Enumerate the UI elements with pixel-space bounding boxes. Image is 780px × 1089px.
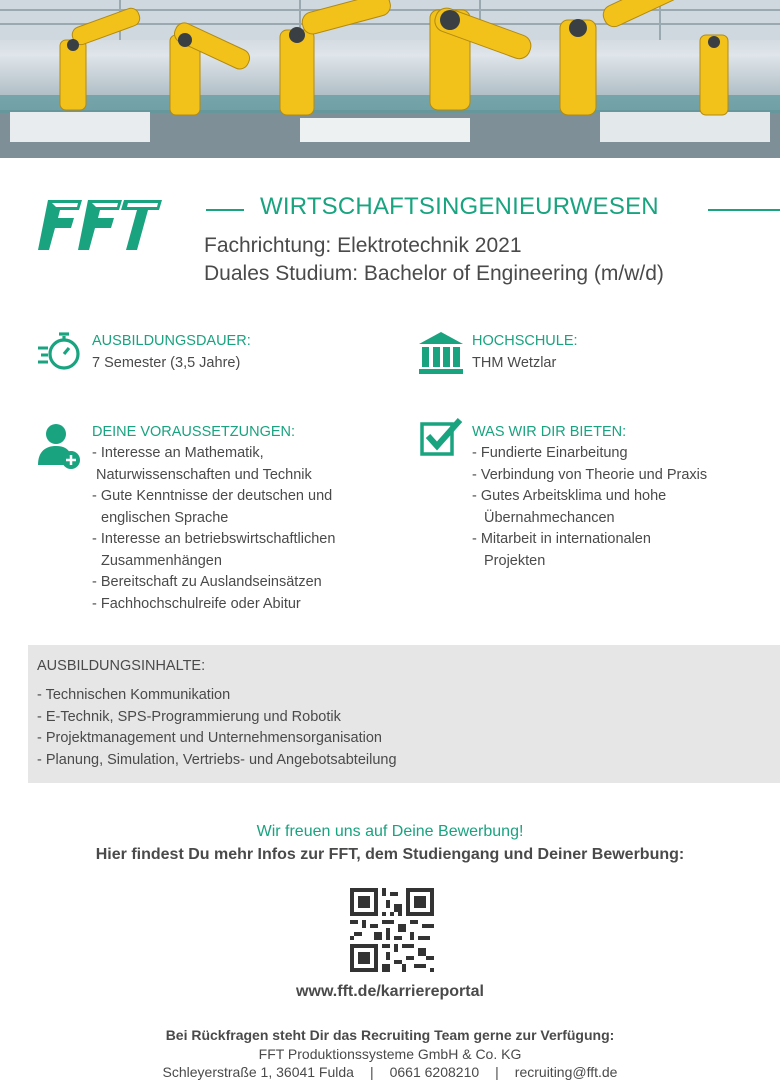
contact-heading: Bei Rückfragen steht Dir das Recruiting Team gerne zur Verfügung: bbox=[165, 1027, 615, 1043]
list-item: Zusammenhängen bbox=[101, 552, 222, 569]
offers-heading: WAS WIR DIR BIETEN: bbox=[472, 424, 627, 440]
career-portal-link[interactable]: www.fft.de/karriereportal bbox=[296, 983, 484, 1000]
separator: | bbox=[369, 1064, 374, 1080]
training-content-heading: AUSBILDUNGSINHALTE: bbox=[37, 658, 206, 674]
title-rule-left bbox=[206, 209, 244, 211]
hero-photo bbox=[0, 0, 780, 158]
address-text: Schleyerstraße 1, 36041 Fulda bbox=[162, 1064, 354, 1080]
email-link[interactable]: recruiting@fft.de bbox=[514, 1064, 618, 1080]
title-rule-right bbox=[708, 209, 780, 211]
list-item: - Gutes Arbeitsklima und hohe bbox=[472, 488, 667, 504]
phone-link[interactable]: 0661 6208210 bbox=[389, 1064, 480, 1080]
welcome-text: Wir freuen uns auf Deine Bewerbung! bbox=[256, 823, 524, 840]
university-building-icon bbox=[419, 332, 463, 379]
list-item: Naturwissenschaften und Technik bbox=[96, 466, 312, 483]
requirements-list bbox=[92, 443, 335, 615]
school-heading: HOCHSCHULE: bbox=[472, 333, 578, 349]
list-item: - Fachhochschulreife oder Abitur bbox=[92, 595, 301, 612]
title-row bbox=[206, 193, 780, 227]
page-title: WIRTSCHAFTSINGENIEURWESEN bbox=[260, 193, 659, 220]
list-item: - E-Technik, SPS-Programmierung und Robotik bbox=[37, 708, 341, 725]
list-item: englischen Sprache bbox=[101, 509, 229, 526]
list-item: - Interesse an betriebswirtschaftlichen bbox=[92, 531, 336, 547]
list-item: Projekten bbox=[484, 552, 546, 569]
qr-code-icon[interactable] bbox=[350, 888, 434, 972]
list-item: - Mitarbeit in internationalen bbox=[472, 531, 651, 547]
checkbox-icon bbox=[420, 418, 464, 461]
separator: | bbox=[495, 1064, 499, 1080]
robots-illustration bbox=[0, 0, 780, 158]
list-item: - Gute Kenntnisse der deutschen und bbox=[92, 488, 333, 504]
person-add-icon bbox=[38, 423, 80, 474]
list-item: - Interesse an Mathematik, bbox=[92, 445, 264, 461]
list-item: - Technischen Kommunikation bbox=[37, 687, 231, 703]
fft-logo bbox=[38, 200, 162, 250]
more-info-text: Hier findest Du mehr Infos zur FFT, dem Studiengang und Deiner Bewerbung: bbox=[95, 846, 685, 863]
training-content-box bbox=[28, 645, 780, 783]
list-item: - Planung, Simulation, Vertriebs- und Angebotsabteilung bbox=[37, 751, 397, 768]
company-name: FFT Produktionssysteme GmbH & Co. KG bbox=[258, 1046, 522, 1062]
list-item: Übernahmechancen bbox=[484, 509, 615, 526]
duration-text: 7 Semester (3,5 Jahre) bbox=[92, 355, 241, 371]
stopwatch-icon bbox=[38, 330, 82, 379]
offers-list bbox=[472, 443, 707, 572]
list-item: - Bereitschaft zu Auslandseinsätzen bbox=[92, 574, 322, 590]
list-item: - Verbindung von Theorie und Praxis bbox=[472, 466, 708, 483]
contact-row bbox=[0, 1064, 780, 1080]
training-content-list bbox=[37, 685, 397, 771]
subtitle-degree: Duales Studium: Bachelor of Engineering (m/w/d) bbox=[204, 262, 664, 285]
subtitle-field: Fachrichtung: Elektrotechnik 2021 bbox=[204, 234, 522, 257]
list-item: - Projektmanagement und Unternehmensorganisation bbox=[37, 730, 382, 746]
school-text: THM Wetzlar bbox=[472, 355, 557, 371]
duration-heading: AUSBILDUNGSDAUER: bbox=[92, 333, 251, 349]
requirements-heading: DEINE VORAUSSETZUNGEN: bbox=[92, 424, 296, 440]
list-item: - Fundierte Einarbeitung bbox=[472, 445, 628, 461]
